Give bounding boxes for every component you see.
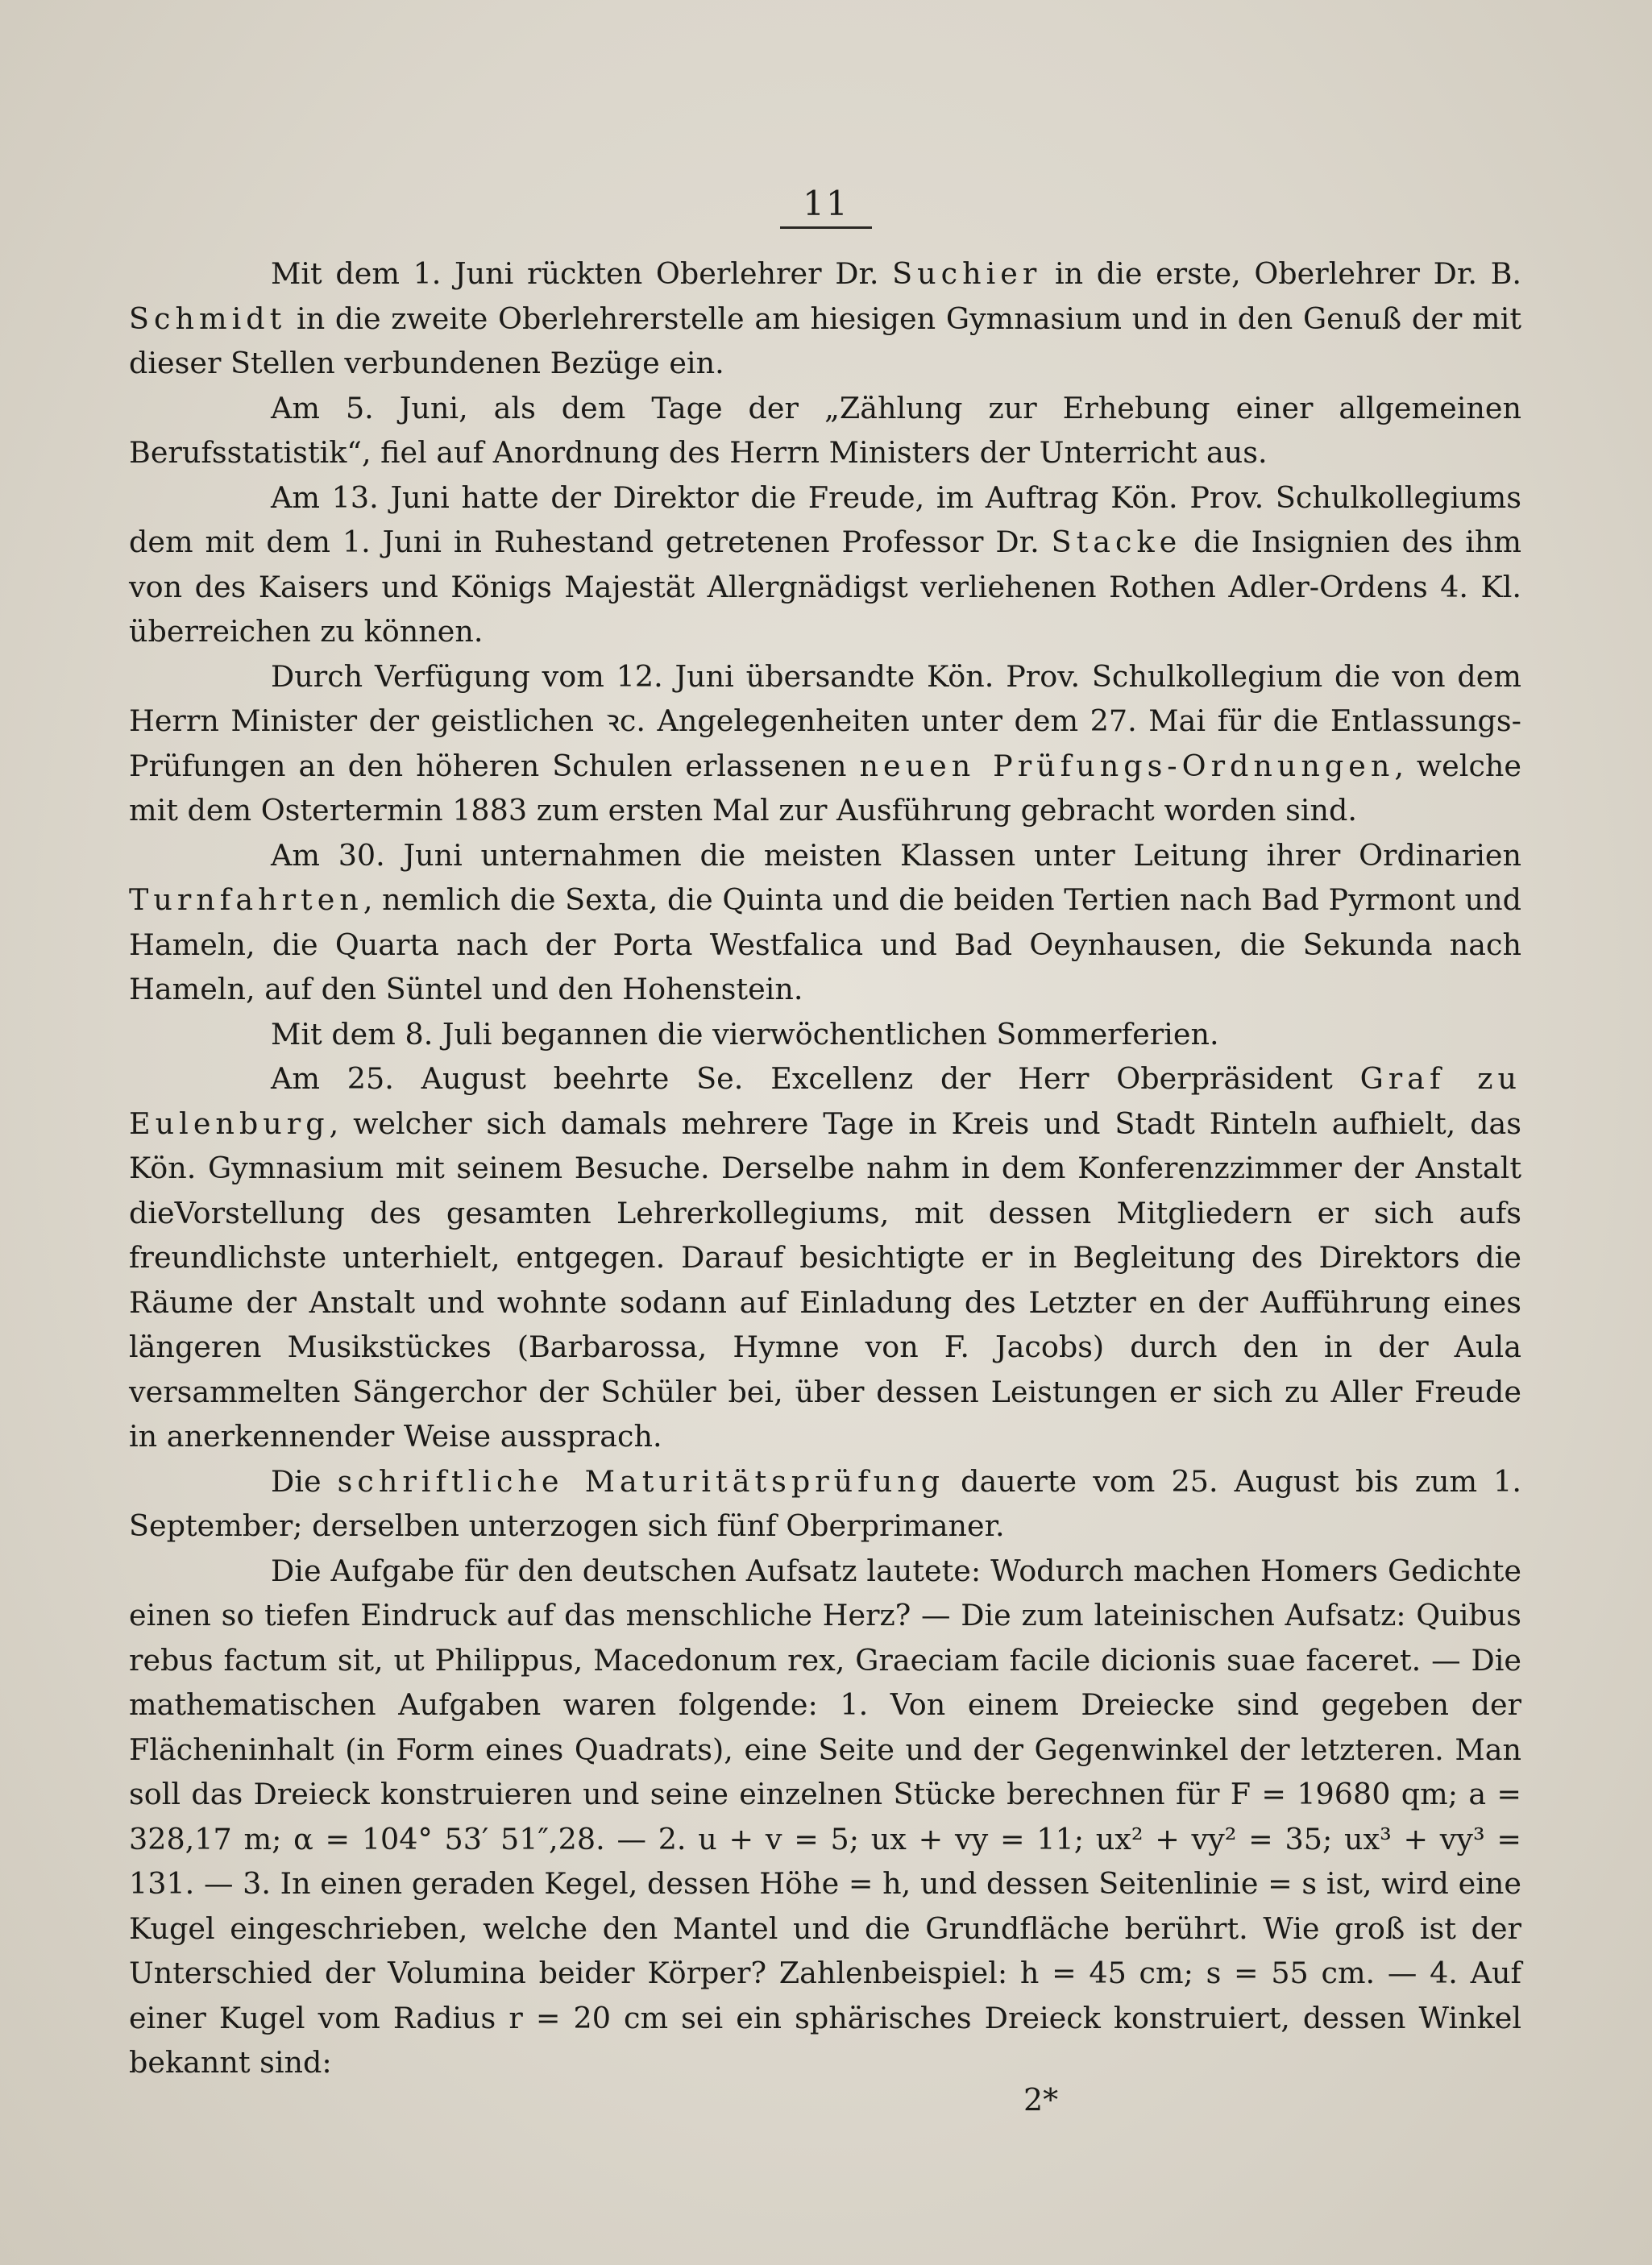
page-number: 11 [780,184,871,229]
text-segment: Durch Verfügung vom 12. Juni übersandte Kön. Prov. Schulkollegium die von dem Herrn Minister der geistlichen ꝛc. Angelegenheiten unter dem 27. Mai für die Entlassungs-Prüfungen an den höheren Schulen erlassenen [129,658,1521,783]
paragraph-p2 [129,386,1521,475]
text-segment: die Insignien des ihm von des Kaisers und Königs Majestät Allergnädigst verliehenen Rothen Adler-Ordens 4. Kl. überreichen zu können. [129,525,1521,649]
spaced-name: Suchier [892,256,1042,291]
text-segment: , welche mit dem Ostertermin 1883 zum ersten Mal zur Ausführung gebracht worden sind. [129,748,1521,828]
text-segment: Mit dem 8. Juli begannen die vierwöchentlichen Sommerferien. [271,1016,1219,1052]
text-segment: , welcher sich damals mehrere Tage in Kreis und Stadt Rinteln aufhielt, das Kön. Gymnasium mit seinem Besuche. Derselbe nahm in dem Konferenzzimmer der Anstalt dieVorstellung des gesamten Lehrerkollegiums, mit dessen Mitgliedern er sich aufs freundlichste unterhielt, entgegen. Darauf besichtigte er in Begleitung des Direktors die Räume der Anstalt und wohnte sodann auf Einladung des Letzter en der Aufführung eines längeren Musikstückes (Barbarossa, Hymne von F. Jacobs) durch den in der Aula versammelten Sängerchor der Schüler bei, über dessen Leistungen er sich zu Aller Freude in anerkennender Weise aussprach. [129,1106,1521,1454]
spaced-name: Turnfahrten [129,882,363,917]
spaced-name: Schmidt [129,301,287,336]
signature-mark: 2* [1023,2082,1059,2118]
text-segment: Am 5. Juni, als dem Tage der „Zählung zur Erhebung einer allgemeinen Berufsstatistik“, fiel auf Anordnung des Herrn Ministers der Unterricht aus. [129,390,1521,470]
text-segment: Am 30. Juni unternahmen die meisten Klassen unter Leitung ihrer Ordinarien [271,837,1521,873]
text-segment: in die erste, Oberlehrer Dr. B. [1041,256,1521,291]
text-body [129,251,1521,2085]
spaced-name: Graf zu Eulenburg [129,1061,1521,1141]
paragraph-p4 [129,654,1521,833]
paragraph-p6 [129,1012,1521,1057]
text-segment: dauerte vom 25. August bis zum 1. September; derselben unterzogen sich fünf Oberprimaner. [129,1463,1521,1543]
text-segment: Die Aufgabe für den deutschen Aufsatz lautete: Wodurch machen Homers Gedichte einen so tiefen Eindruck auf das menschliche Herz? — Die zum lateinischen Aufsatz: Quibus rebus factum sit, ut Philippus, Macedonum rex, Graeciam facile dicionis suae faceret. — Die mathematischen Aufgaben waren folgende: 1. Von einem Dreiecke sind gegeben der Flächeninhalt (in Form eines Quadrats), eine Seite und der Gegenwinkel der letzteren. Man soll das Dreieck konstruieren und seine einzelnen Stücke berechnen für F = 19680 qm; a = 328,17 m; α = 104° 53′ 51″,28. — 2. u + v = 5; ux + vy = 11; ux² + vy² = 35; ux³ + vy³ = 131. — 3. In einen geraden Kegel, dessen Höhe = h, und dessen Seitenlinie = s ist, wird eine Kugel eingeschrieben, welche den Mantel und die Grundfläche berührt. Wie groß ist der Unterschied der Volumina beider Körper? Zahlenbeispiel: h = 45 cm; s = 55 cm. — 4. Auf einer Kugel vom Radius r = 20 cm sei ein sphärisches Dreieck konstruiert, dessen Winkel bekannt sind: [129,1553,1521,2080]
text-segment: , nemlich die Sexta, die Quinta und die beiden Tertien nach Bad Pyrmont und Hameln, die Quarta nach der Porta Westfalica und Bad Oeynhausen, die Sekunda nach Hameln, auf den Süntel und den Hohenstein. [129,882,1521,1006]
text-segment: Mit dem 1. Juni rückten Oberlehrer Dr. [271,256,893,291]
paragraph-p1 [129,251,1521,386]
text-segment: Die [271,1463,338,1499]
text-segment: Am 25. August beehrte Se. Excellenz der Herr Oberpräsident [271,1061,1360,1096]
text-segment: Am 13. Juni hatte der Direktor die Freude, im Auftrag Kön. Prov. Schulkollegiums dem mit dem 1. Juni in Ruhestand getretenen Professor Dr. [129,479,1521,559]
page-header [0,184,1652,229]
spaced-name: Stacke [1051,525,1182,559]
paragraph-p3 [129,475,1521,654]
text-segment: in die zweite Oberlehrerstelle am hiesigen Gymnasium und in den Genuß der mit dieser Stellen verbundenen Bezüge ein. [129,301,1521,380]
paragraph-p7 [129,1056,1521,1459]
paragraph-p8 [129,1459,1521,1549]
spaced-name: neuen Prüfungs-Ordnungen [859,748,1395,783]
paragraph-p9 [129,1549,1521,2085]
spaced-name: schriftliche Maturitätsprüfung [337,1463,945,1499]
paragraph-p5 [129,833,1521,1012]
